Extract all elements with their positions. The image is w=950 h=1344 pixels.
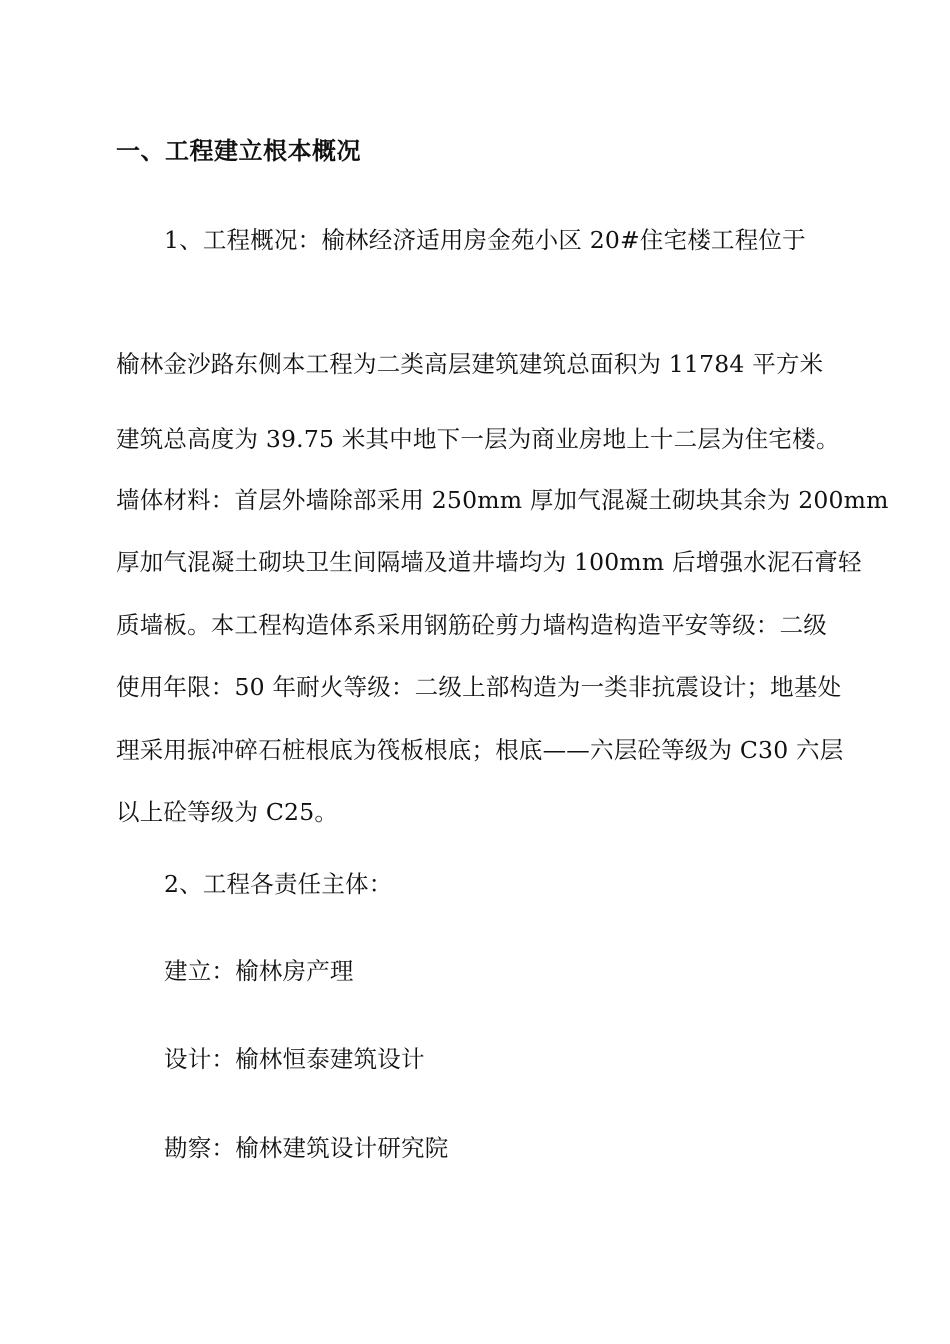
paragraph-line: 理采用振冲碎石桩根底为筏板根底；根底——六层砼等级为 C30 六层 bbox=[116, 736, 844, 764]
paragraph-line: 建筑总高度为 39.75 米其中地下一层为商业房地上十二层为住宅楼。 bbox=[116, 425, 840, 453]
paragraph-line: 使用年限：50 年耐火等级：二级上部构造为一类非抗震设计；地基处 bbox=[116, 673, 842, 701]
party-item: 设计：榆林恒泰建筑设计 bbox=[164, 1045, 425, 1073]
section-heading: 一、工程建立根本概况 bbox=[116, 137, 361, 165]
paragraph-line: 厚加气混凝土砌块卫生间隔墙及道井墙均为 100mm 后增强水泥石膏轻 bbox=[116, 548, 862, 576]
party-item: 勘察：榆林建筑设计研究院 bbox=[164, 1134, 449, 1162]
paragraph-line: 1、工程概况：榆林经济适用房金苑小区 20#住宅楼工程位于 bbox=[164, 226, 806, 254]
paragraph-line: 以上砼等级为 C25。 bbox=[116, 798, 339, 826]
paragraph-line: 榆林金沙路东侧本工程为二类高层建筑建筑总面积为 11784 平方米 bbox=[116, 350, 824, 378]
paragraph-line: 质墙板。本工程构造体系采用钢筋砼剪力墙构造构造平安等级：二级 bbox=[116, 611, 827, 639]
party-item: 建立：榆林房产理 bbox=[164, 957, 354, 985]
paragraph-line: 墙体材料：首层外墙除部采用 250mm 厚加气混凝土砌块其余为 200mm bbox=[116, 486, 889, 514]
section-subtitle: 2、工程各责任主体： bbox=[164, 870, 393, 898]
